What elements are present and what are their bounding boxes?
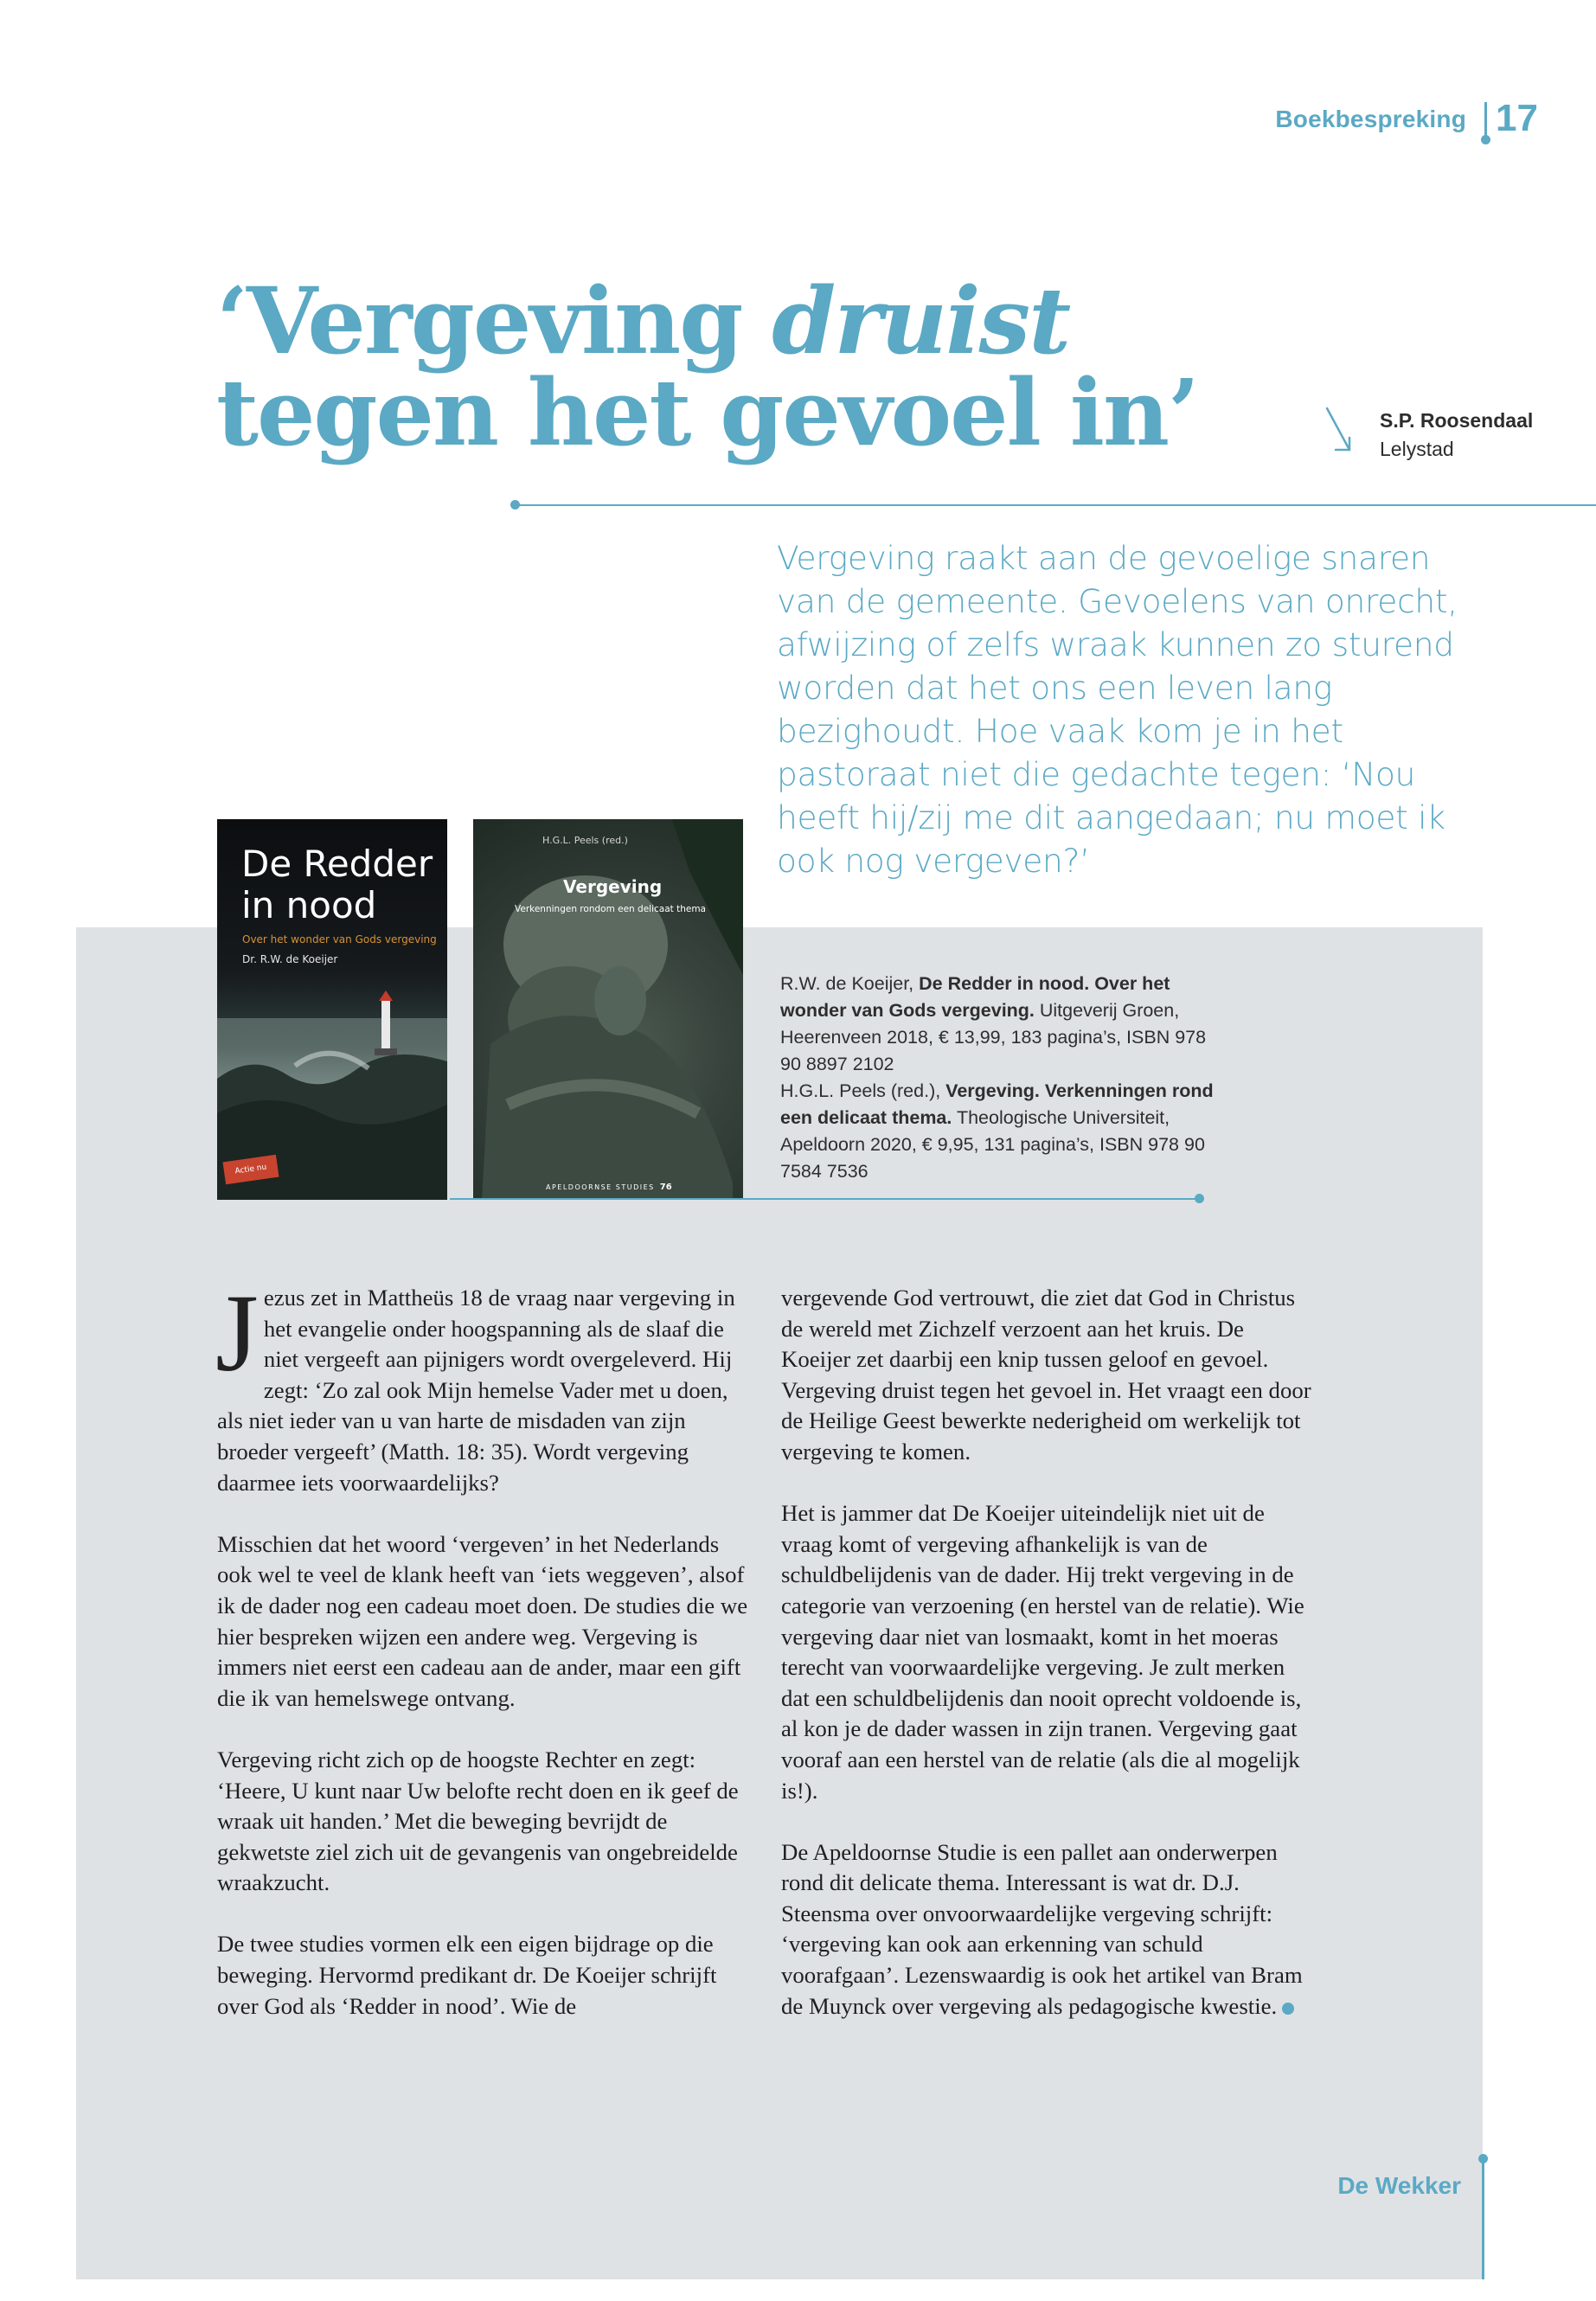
covers-divider-dot [1195,1194,1204,1203]
cover-author: Dr. R.W. de Koeijer [242,953,338,965]
end-of-article-dot-icon [1282,2003,1294,2015]
body-paragraph: De twee studies vormen elk een eigen bijdrage op die beweging. Hervormd predikant dr. De Koeijer schrijft over God als ‘Redder in nood’. Wie de [217,1931,717,2019]
body-paragraph: Misschien dat het woord ‘vergeven’ in het Nederlands ook wel te veel de klank heeft van ‘iets weggeven’, alsof ik de dader nog een cadeau moet doen. De studies die we hier bespreken wijzen een andere weg. Vergeving is immers niet eerst een cadeau aan de ander, maar een gift die ik van hemelswege ontvang. [217,1530,748,1711]
biblio-details: Uitgeverij Groen, Heerenveen 2018, € 13,99, 183 pagina’s, ISBN 978 90 8897 2102 [780,1000,1207,1074]
body-column-2 [781,1283,1313,2053]
footer-divider-dot [1478,2154,1488,2163]
covers-divider-line [450,1198,1199,1200]
cover-series-number: 76 [659,1183,672,1192]
biblio-entry [780,1078,1221,1185]
title-divider-dot [510,500,520,510]
page-number: 17 [1496,97,1538,139]
cover-subtitle: Over het wonder van Gods vergeving [242,933,437,945]
biblio-author: R.W. de Koeijer, [780,973,920,994]
footer-divider-line [1482,2158,1484,2279]
body-paragraph: Vergeving richt zich op de hoogste Rechter en zegt: ‘Heere, U kunt naar Uw belofte recht doen en ik geef de wraak uit handen.’ Met die beweging bevrijdt de gekwetste ziel zich uit de gevangenis van ongebreidelde wraakzucht. [217,1746,739,1896]
biblio-title: Vergeving. Verkenningen rond een delicaat thema. [780,1080,1214,1128]
biblio-author: H.G.L. Peels (red.), [780,1080,946,1101]
magazine-name: De Wekker [1337,2172,1461,2199]
bibliographic-info [780,971,1221,1185]
page-number-divider-dot [1481,135,1490,144]
cover-title [241,843,433,926]
title-divider-line [516,504,1596,506]
cover-editor: H.G.L. Peels (red.) [542,835,628,846]
cover-title-line-1: De Redder [241,843,433,885]
body-paragraph [215,1272,749,1498]
author-arrow-icon [1324,405,1358,457]
body-paragraph-text: ezus zet in Mattheüs 18 de vraag naar vergeving in het evangelie onder hoogspanning als de slaaf die niet vergeeft aan pijnigers wordt overgeleverd. Hij zegt: ‘Zo zal ook Mijn hemelse Vader met u doen, als niet ieder van u van harte de misdaden van zijn broeder vergeeft’ (Matth. 18: 35). Wordt vergeving daarmee iets voorwaardelijks? [217,1285,735,1496]
cover-title: Vergeving [563,876,663,897]
book-cover-vergeving [473,819,743,1200]
author-name: S.P. Roosendaal [1380,409,1534,432]
title-line-2: tegen het gevoel in’ [216,358,1199,466]
biblio-entry [780,971,1221,1078]
body-paragraph [781,1837,1313,2022]
cover-series-name: APELDOORNSE STUDIES [546,1183,655,1191]
cover-badge: Actie nu [222,1155,279,1184]
author-block [1380,407,1533,464]
biblio-details: Theologische Universiteit, Apeldoorn 2020, € 9,95, 131 pagina’s, ISBN 978 90 7584 7536 [780,1107,1205,1182]
body-paragraph: Het is jammer dat De Koeijer uiteindelijk niet uit de vraag komt of vergeving afhankelijk is van de schuldbelijdenis van de dader. Hij trekt vergeving in de categorie van verzoening (en herstel van de relatie). Wie vergeving daar niet van losmaakt, komt in het moeras terecht van voorwaardelijke vergeving. Je zult merken dat een schuldbelijdenis dan nooit oprecht voldoende is, al kon je de dader wassen in zijn tranen. Vergeving gaat vooraf aan een herstel van de relatie (als die al mogelijk is!). [781,1500,1304,1804]
cover-subtitle: Verkenningen rondom een delicaat thema [515,904,706,914]
section-label: Boekbespreking [1275,106,1466,132]
author-place: Lelystad [1380,438,1454,460]
book-cover-redder-in-nood [217,819,447,1200]
title-italic-word: druist [772,266,1070,375]
lead-paragraph: Vergeving raakt aan de gevoelige snaren van de gemeente. Gevoelens van onrecht, afwijzing of zelfs wraak kunnen zo sturend worden dat het ons een leven lang bezighoudt. Hoe vaak kom je in het pastoraat niet die gedachte tegen: ‘Nou heeft hij/zij me dit aangedaan; nu moet ik ook nog vergeven?’ [777,539,1458,880]
body-paragraph: vergevende God vertrouwt, die ziet dat God in Christus de wereld met Zichzelf verzoent aan het kruis. De Koeijer zet daarbij een knip tussen geloof en gevoel. Vergeving druist tegen het gevoel in. Het vraagt een door de Heilige Geest bewerkte nederigheid om werkelijk tot vergeving te komen. [781,1285,1311,1465]
article-title [216,266,1298,466]
body-paragraph-text: De Apeldoornse Studie is een pallet aan onderwerpen rond dit delicate thema. Interessant is wat dr. D.J. Steensma over onvoorwaardelijke vergeving schrijft: ‘vergeving kan ook aan erkenning van schuld voorafgaan’. Lezenswaardig is ook het artikel van Bram de Muynck over vergeving als pedagogische kwestie. [781,1838,1303,2019]
cover-title-line-2: in nood [241,884,377,926]
biblio-title: De Redder in nood. Over het wonder van Gods vergeving. [780,973,1170,1021]
body-column-1 [215,1272,749,2053]
drop-cap: J [215,1272,259,1394]
title-line-1 [216,266,1298,375]
page-number-divider [1484,102,1487,138]
cover-series [546,1183,672,1192]
title-part-1: ‘Vergeving [216,266,772,375]
